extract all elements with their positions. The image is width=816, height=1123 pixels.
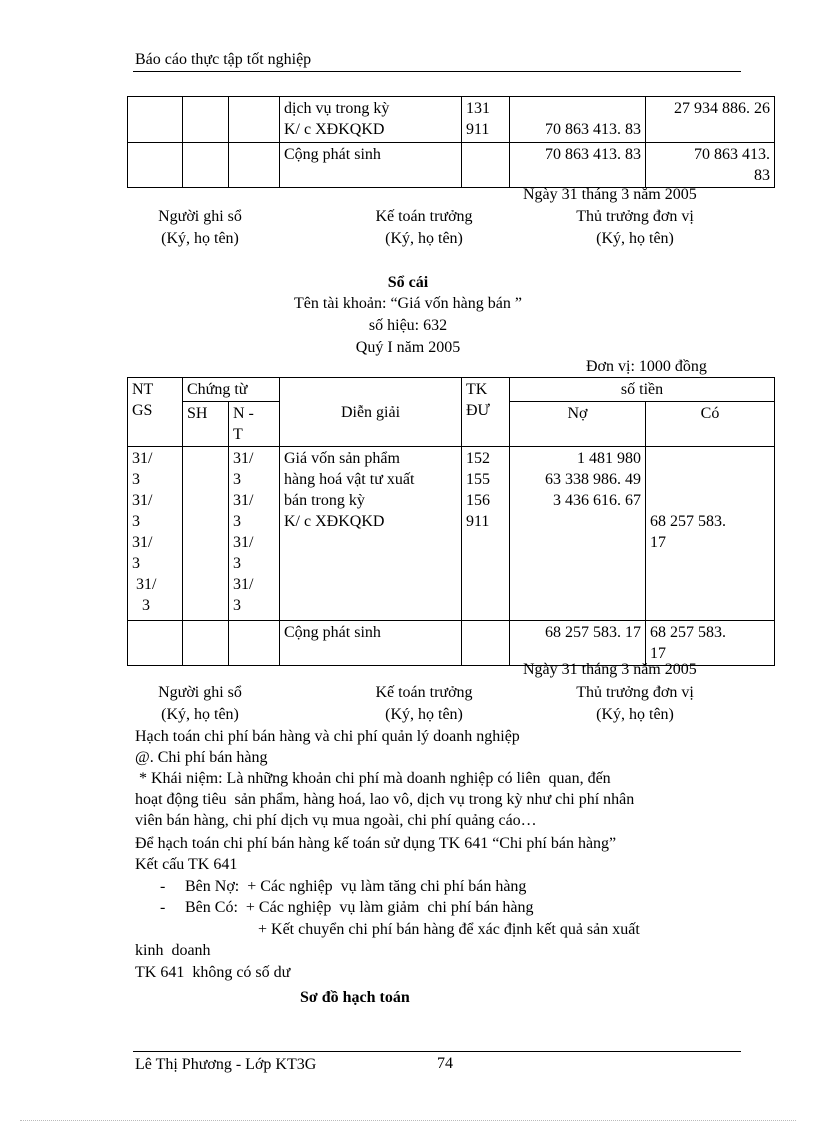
chung-tu-header: Chứng từ (183, 378, 280, 402)
sign-date: Ngày 31 tháng 3 năm 2005 (523, 186, 697, 203)
sh-header: SH (183, 402, 229, 447)
dien-giai-header: Diễn giải (280, 378, 462, 447)
subsection-title: @. Chi phí bán hàng (135, 749, 268, 766)
table-row (128, 143, 775, 188)
paragraph: kinh doanh (135, 942, 211, 959)
page-edge (20, 1120, 796, 1121)
total-label-cell: Cộng phát sinh (280, 143, 462, 188)
dien-giai-cell: Giá vốn sản phẩm hàng hoá vật tư xuất bán trong kỳ K/ c XĐKQKD (280, 447, 462, 621)
nt2-header: N - T (229, 402, 280, 447)
bullet-item: Bên Nợ: + Các nghiệp vụ làm tăng chi phí bán hàng (185, 878, 527, 895)
account-number: số hiệu: 632 (368, 317, 448, 334)
footer-author: Lê Thị Phương - Lớp KT3G (135, 1056, 317, 1073)
co-cell: 68 257 583. 17 (646, 447, 775, 621)
signer-chief-accountant: Kế toán trưởng (Ký, họ tên) (375, 208, 473, 247)
ledger-table-continued (127, 96, 775, 188)
total-label-cell: Cộng phát sinh (280, 621, 462, 666)
total-no-cell: 70 863 413. 83 (510, 143, 646, 188)
total-row (128, 621, 775, 666)
page-number: 74 (437, 1055, 453, 1072)
paragraph: * Khái niệm: Là những khoản chi phí mà doanh nghiệp có liên quan, đến (135, 770, 611, 787)
total-no-cell: 68 257 583. 17 (510, 621, 646, 666)
footer-rule (133, 1051, 741, 1052)
ledger-table (127, 377, 775, 666)
nt-cell: 31/ 3 31/ 3 31/ 3 31/ 3 (128, 447, 183, 621)
signer-recorder: Người ghi sổ (Ký, họ tên) (158, 684, 242, 723)
total-co-cell: 70 863 413. 83 (646, 143, 775, 188)
signer-head: Thủ trưởng đơn vị (Ký, họ tên) (576, 208, 694, 247)
account-name: Tên tài khoản: “Giá vốn hàng bán ” (294, 295, 522, 312)
paragraph: Kết cấu TK 641 (135, 856, 238, 873)
signer-head: Thủ trưởng đơn vị (Ký, họ tên) (576, 684, 694, 723)
so-tien-header: số tiền (510, 378, 775, 402)
co-header: Có (646, 402, 775, 447)
bullet-item: + Kết chuyển chi phí bán hàng để xác định kết quả sản xuất (258, 921, 640, 938)
paragraph: hoạt động tiêu sản phẩm, hàng hoá, lao vô, dịch vụ trong kỳ như chi phí nhân (135, 791, 635, 808)
paragraph: viên bán hàng, chi phí dịch vụ mua ngoài, chi phí quảng cáo… (135, 812, 537, 829)
tk-cell: 152 155 156 911 (462, 447, 510, 621)
bullet-item: Bên Có: + Các nghiệp vụ làm giảm chi phí bán hàng (185, 899, 534, 916)
ledger-period: Quý I năm 2005 (355, 339, 461, 356)
no-cell: 1 481 980 63 338 986. 49 3 436 616. 67 (510, 447, 646, 621)
table-row (128, 97, 775, 143)
currency-unit: Đơn vị: 1000 đồng (586, 358, 707, 375)
sign-date: Ngày 31 tháng 3 năm 2005 (523, 661, 697, 678)
nt-header: NT GS (128, 378, 183, 447)
no-header: Nợ (510, 402, 646, 447)
no-cell: 70 863 413. 83 (510, 97, 646, 143)
diagram-heading: Sơ đồ hạch toán (300, 989, 410, 1006)
total-co-cell: 68 257 583. 17 (646, 621, 775, 666)
signer-recorder: Người ghi sổ (Ký, họ tên) (158, 208, 242, 247)
header-rule (133, 71, 741, 72)
tk-cell: 131 911 (462, 97, 510, 143)
nt2-cell: 31/ 3 31/ 3 31/ 3 31/ 3 (229, 447, 280, 621)
bullet-dash: - (160, 878, 166, 895)
report-header-title: Báo cáo thực tập tốt nghiệp (135, 51, 312, 68)
co-cell: 27 934 886. 26 (646, 97, 775, 143)
table-row (128, 447, 775, 621)
ledger-title: Sổ cái (387, 274, 429, 291)
signer-chief-accountant: Kế toán trưởng (Ký, họ tên) (375, 684, 473, 723)
header-row (128, 378, 775, 402)
section-title: Hạch toán chi phí bán hàng và chi phí quản lý doanh nghiệp (135, 728, 520, 745)
tk-header: TK ĐƯ (462, 378, 510, 447)
paragraph: Để hạch toán chi phí bán hàng kế toán sử dụng TK 641 “Chi phí bán hàng” (135, 835, 617, 852)
paragraph: TK 641 không có số dư (135, 964, 291, 981)
bullet-dash: - (160, 899, 166, 916)
dien-giai-cell: dịch vụ trong kỳ K/ c XĐKQKD (280, 97, 462, 143)
